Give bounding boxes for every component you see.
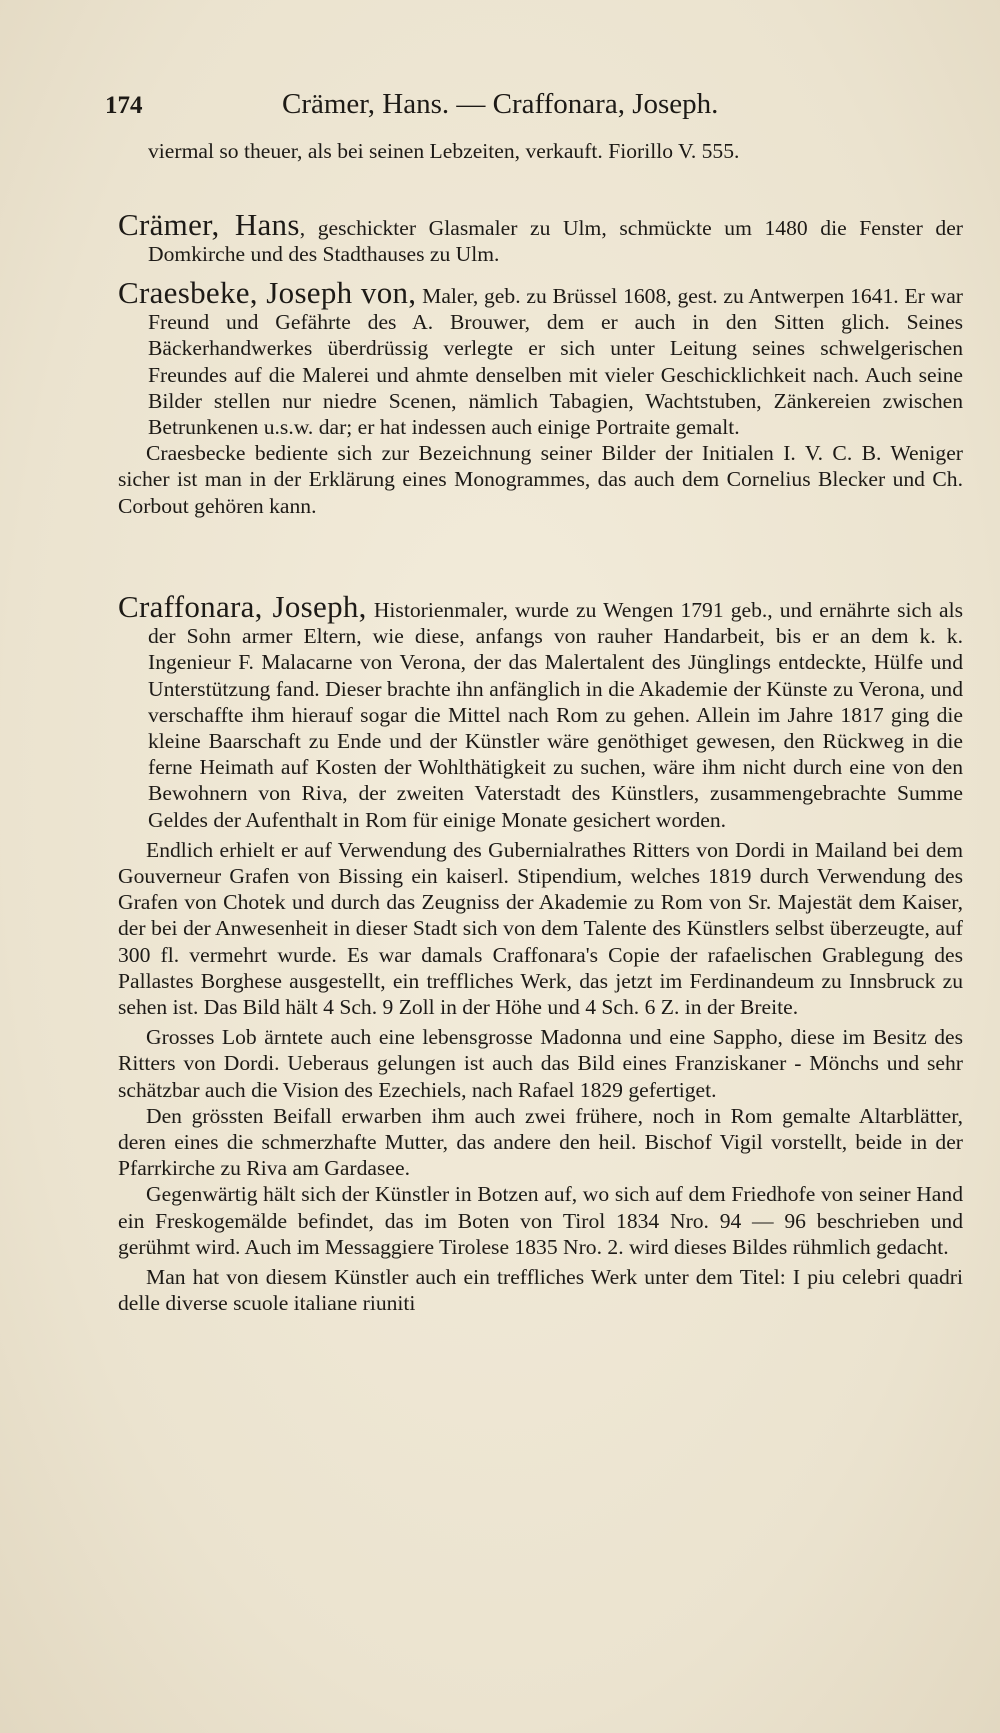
entry-paragraph: Man hat von diesem Künstler auch ein treffliches Werk unter dem Titel: I piu celebri quadri delle diverse scuole italiane riuniti	[118, 1265, 963, 1316]
entry-paragraph: Endlich erhielt er auf Verwendung des Gubernialrathes Ritters von Dordi in Mailand bei dem Gouverneur Grafen von Bissing ein kaiserl. Stipendium, welches 1819 durch Verwendung des Grafen von Chotek und durch das Zeugniss der Akademie zu Rom von Sr. Majestät dem Kaiser, der bei der Anwesenheit in dieser Stadt sich von dem Talente des Künstlers selbst überzeugte, auf 300 fl. vermehrt wurde. Es war damals Craffonara's Copie der rafaelischen Grablegung des Pallastes Borghese ausgestellt, ein treffliches Werk, das jetzt im Ferdinandeum zu Innsbruck zu sehen ist. Das Bild hält 4 Sch. 9 Zoll in der Höhe und 4 Sch. 6 Z. in der Breite.	[118, 837, 963, 1020]
entry-paragraph: Maler, geb. zu Brüssel 1608, gest. zu Antwerpen 1641. Er war Freund und Gefährte des A. Brouwer, dem er auch in den Sitten glich. Seines Bäckerhandwerkes überdrüssig verlegte er sich unter Leitung seines schwelgerischen Freundes auf die Malerei und ahmte denselben mit vieler Geschicklichkeit nach. Auch seine Bilder stellen nur niedre Scenen, nämlich Tabagien, Wachtstuben, Zänkereien zwischen Betrunkenen u.s.w. dar; er hat indessen auch einige Portraite gemalt.	[148, 284, 963, 440]
entry-paragraph: Gegenwärtig hält sich der Künstler in Botzen auf, wo sich auf dem Friedhofe von seiner Hand ein Freskogemälde befindet, das im Boten von Tirol 1834 Nro. 94 — 96 beschrieben und gerühmt wird. Auch im Messaggiere Tirolese 1835 Nro. 2. wird dieses Bildes rühmlich gedacht.	[118, 1182, 963, 1259]
entry-paragraph: Grosses Lob ärntete auch eine lebensgrosse Madonna und eine Sappho, diese im Besitz des Ritters von Dordi. Ueberaus gelungen ist auch das Bild eines Franziskaner - Mönchs und sehr schätzbar auch die Vision des Ezechiels, nach Rafael 1829 gefertiget.	[118, 1025, 963, 1102]
page-header	[105, 86, 965, 124]
continuation-text	[148, 138, 963, 165]
entry-craesbeke	[118, 275, 963, 519]
entry-headword: Craesbeke, Joseph von,	[118, 275, 417, 310]
entry-craffonara	[118, 589, 963, 1316]
entry-headword: Crämer, Hans	[118, 207, 300, 242]
entry-craemer	[118, 207, 963, 267]
continuation-paragraph: viermal so theuer, als bei seinen Lebzeiten, verkauft. Fiorillo V. 555.	[148, 139, 740, 163]
entry-paragraph: Historienmaler, wurde zu Wengen 1791 geb., und ernährte sich als der Sohn armer Eltern, wie diese, anfangs von rauher Handarbeit, bis er an dem k. k. Ingenieur F. Malacarne von Verona, der das Malertalent des Jünglings entdeckte, Hülfe und Unterstützung fand. Dieser brachte ihn anfänglich in die Akademie der Künste zu Verona, und verschaffte ihm hierauf sogar die Mittel nach Rom zu gehen. Allein im Jahre 1817 ging die kleine Baarschaft zu Ende und der Künstler wäre genöthiget gewesen, den Rückweg in die ferne Heimath auf Kosten der Wohlthätigkeit zu suchen, wäre ihm nicht durch eine von den Bewohnern von Riva, der zweiten Vaterstadt des Künstlers, zusammengebrachte Summe Geldes der Aufenthalt in Rom für einige Monate gesichert worden.	[148, 598, 963, 832]
entry-headword: Craffonara, Joseph,	[118, 589, 367, 624]
running-title: Crämer, Hans. — Craffonara, Joseph.	[282, 88, 719, 120]
entry-paragraph: Den grössten Beifall erwarben ihm auch zwei frühere, noch in Rom gemalte Altarblätter, deren eines die schmerzhafte Mutter, das andere den heil. Bischof Vigil vorstellt, beide in der Pfarrkirche zu Riva am Gardasee.	[118, 1103, 963, 1181]
entry-text: , geschickter Glasmaler zu Ulm, schmückte um 1480 die Fenster der Domkirche und des Stadthauses zu Ulm.	[148, 216, 963, 267]
entry-paragraph: Craesbecke bediente sich zur Bezeichnung seiner Bilder der Initialen I. V. C. B. Weniger sicher ist man in der Erklärung eines Monogrammes, das auch dem Cornelius Blecker und Ch. Corbout gehören kann.	[118, 441, 963, 518]
page-number: 174	[105, 92, 143, 119]
